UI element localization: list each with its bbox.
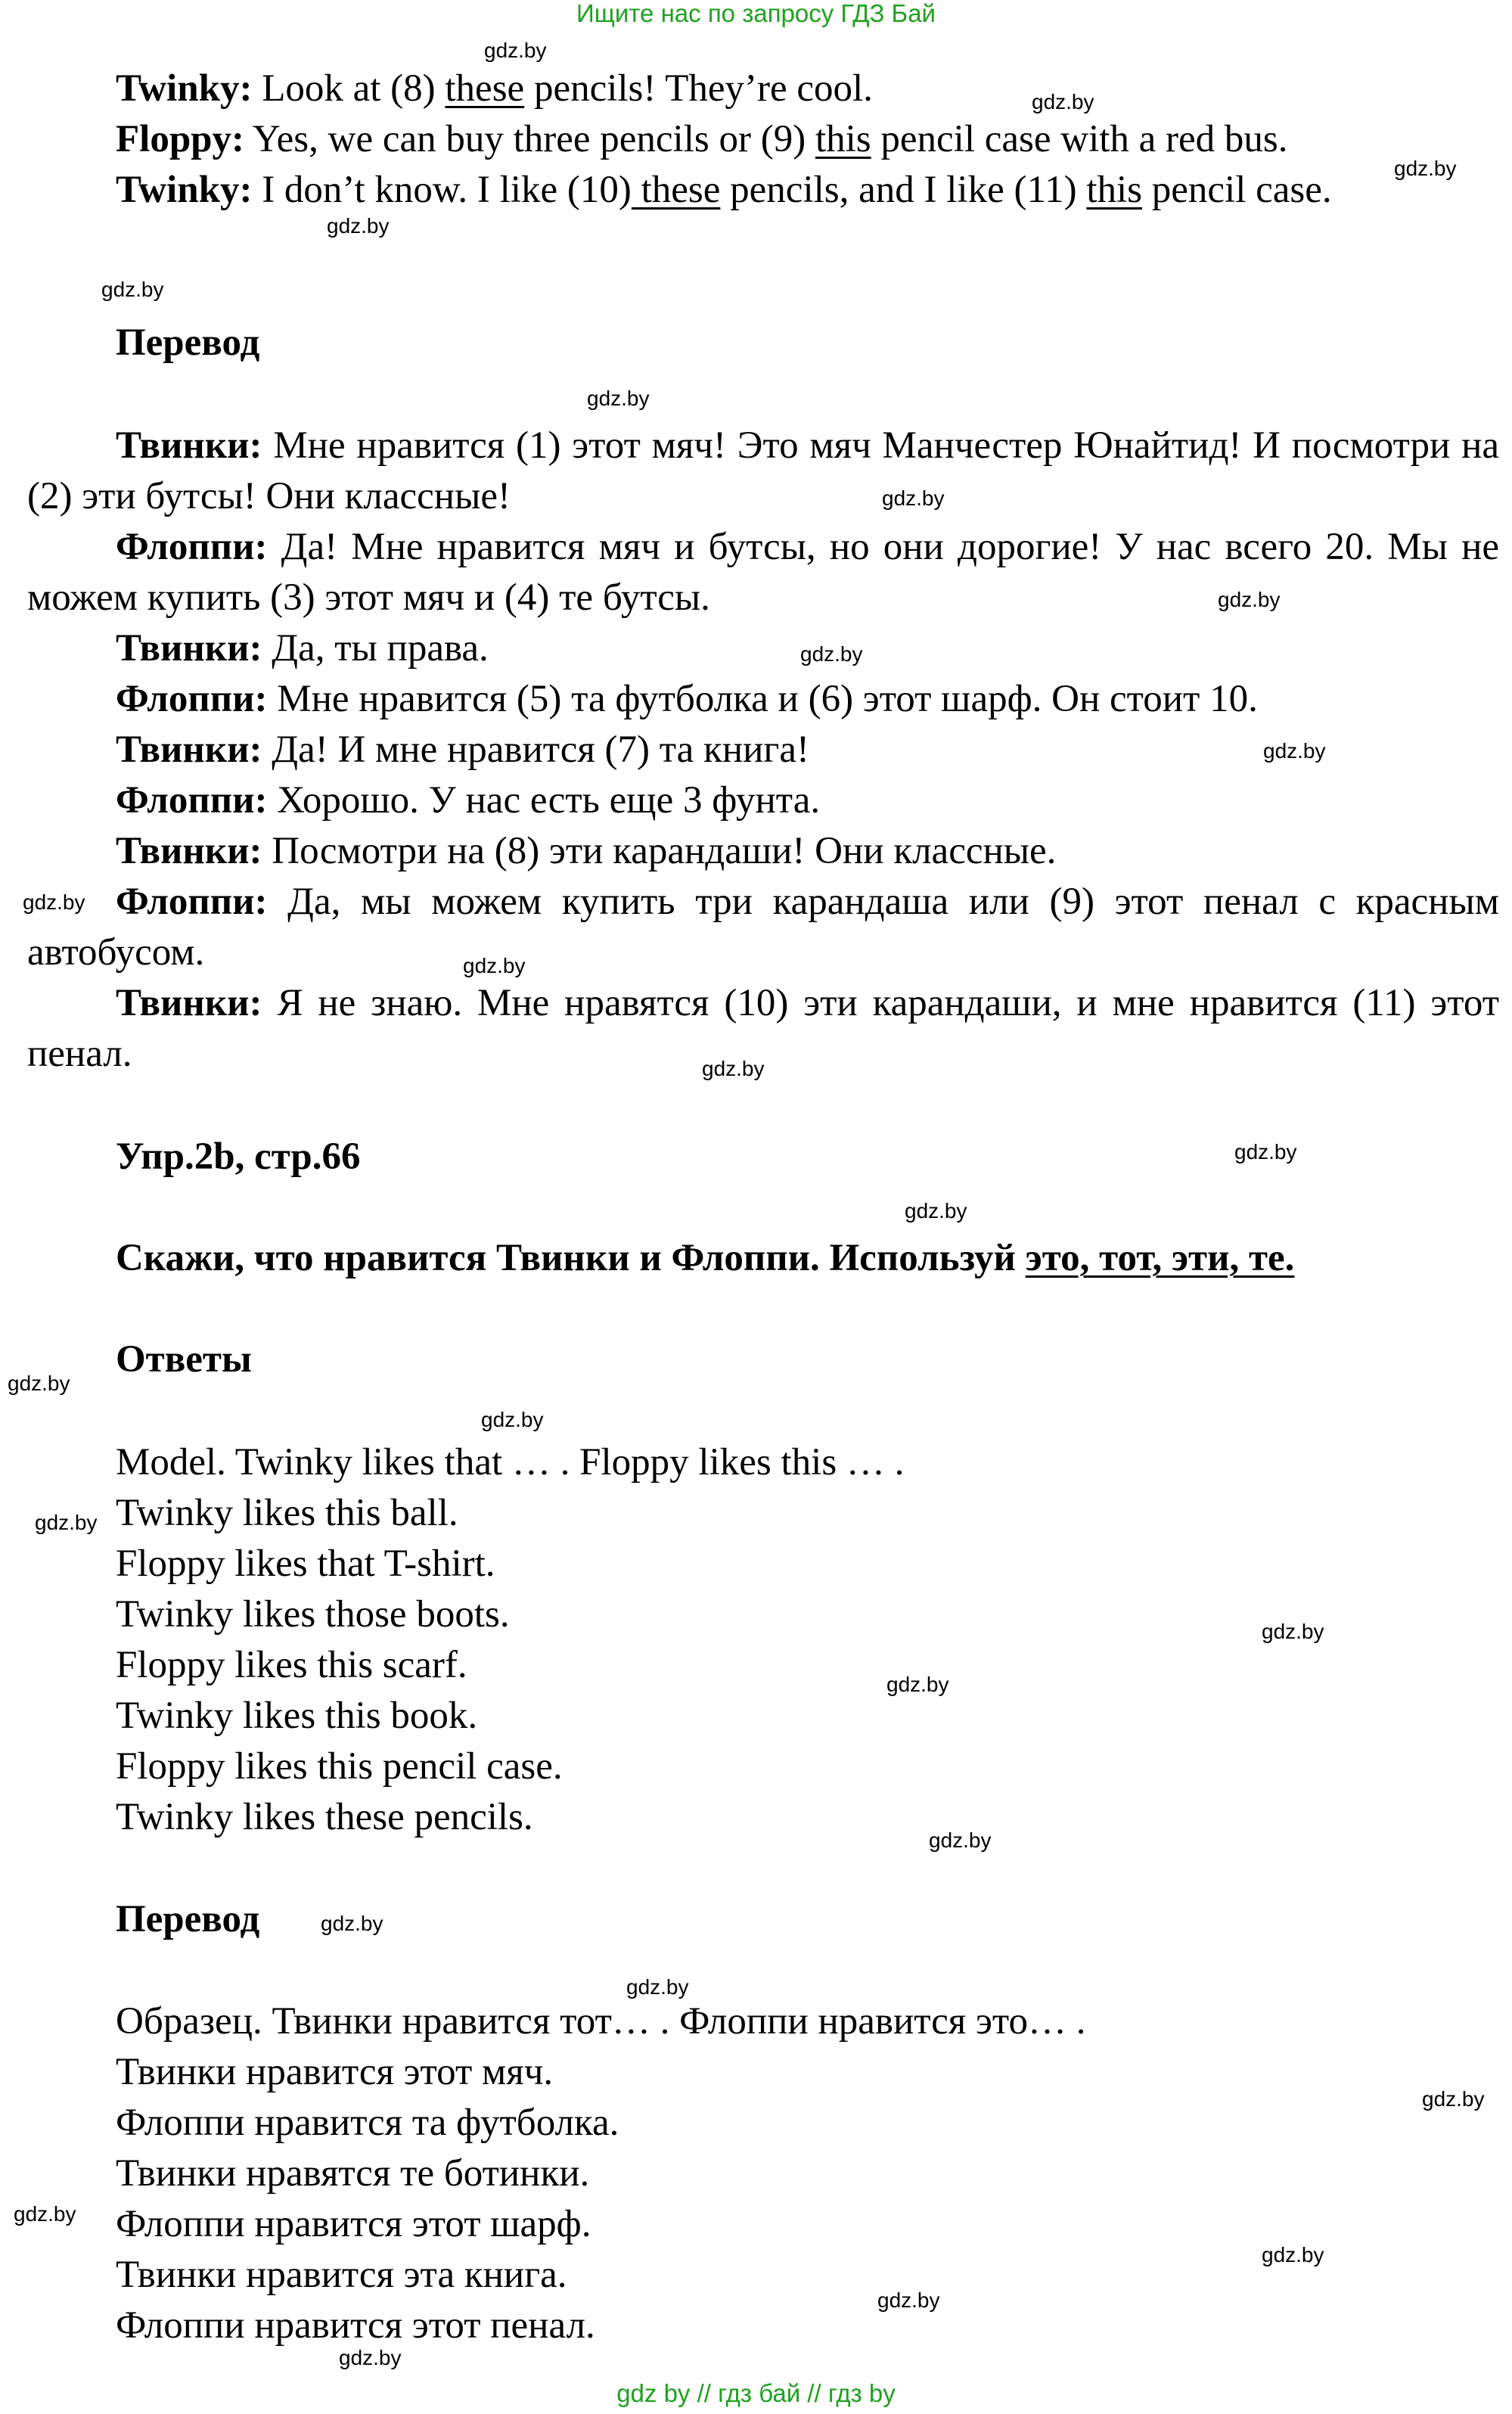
answer-line: Model. Twinky likes that … . Floppy likes this … . xyxy=(116,1441,905,1484)
line-text: I don’t know. I like (10) xyxy=(252,169,632,211)
speaker: Флоппи: xyxy=(116,678,268,720)
line-text: pencil case. xyxy=(1142,169,1332,211)
dialog-ru-line xyxy=(27,674,1499,725)
watermark: gdz.by xyxy=(484,39,547,62)
watermark: gdz.by xyxy=(1032,90,1094,113)
line-text: Посмотри на (8) эти карандаши! Они классные. xyxy=(262,830,1057,872)
answer-line: Floppy likes this pencil case. xyxy=(116,1745,563,1788)
watermark: gdz.by xyxy=(929,1828,992,1852)
watermark: gdz.by xyxy=(14,2202,76,2226)
answers-heading: Ответы xyxy=(116,1338,252,1381)
dialog-ru-line xyxy=(27,421,1499,522)
speaker: Флоппи: xyxy=(116,779,268,822)
watermark: gdz.by xyxy=(1218,588,1281,611)
speaker: Флоппи: xyxy=(116,881,268,923)
watermark: gdz.by xyxy=(882,486,945,510)
answer-ru-line: Образец. Твинки нравится тот… . Флоппи нравится это… . xyxy=(116,2000,1086,2043)
line-text: pencils, and I like (11) xyxy=(720,169,1087,211)
watermark: gdz.by xyxy=(702,1057,765,1080)
line-text: pencils! They’re cool. xyxy=(524,67,873,110)
answer-line: Twinky likes those boots. xyxy=(116,1593,510,1636)
dialog-ru-line xyxy=(27,877,1499,978)
exercise-title: Упр.2b, стр.66 xyxy=(116,1136,361,1178)
translation-heading: Перевод xyxy=(116,322,260,364)
top-banner-link[interactable]: Ищите нас по запросу ГДЗ Бай xyxy=(576,0,936,27)
underlined-word: these xyxy=(445,67,525,110)
line-text: Я не знаю. Мне нравятся (10) эти карандаши, и мне нравится (11) этот пенал. xyxy=(27,982,1499,1075)
watermark: gdz.by xyxy=(463,954,526,977)
answer-ru-line: Флоппи нравится этот шарф. xyxy=(116,2203,591,2245)
dialog-ru-line xyxy=(27,623,1499,674)
watermark: gdz.by xyxy=(35,1511,98,1534)
watermark: gdz.by xyxy=(800,642,863,666)
speaker: Твинки: xyxy=(116,729,262,771)
answer-ru-line: Твинки нравится этот мяч. xyxy=(116,2051,554,2093)
footer-links[interactable]: gdz by // гдз бай // гдз by xyxy=(616,2379,896,2407)
watermark: gdz.by xyxy=(23,890,85,914)
answer-ru-line: Твинки нравятся те ботинки. xyxy=(116,2152,590,2195)
watermark: gdz.by xyxy=(1422,2087,1485,2111)
underlined-word: these xyxy=(631,169,721,211)
answer-line: Twinky likes these pencils. xyxy=(116,1796,533,1838)
answer-line: Twinky likes this ball. xyxy=(116,1492,458,1534)
line-text: Да, ты права. xyxy=(262,627,489,670)
watermark: gdz.by xyxy=(587,387,650,410)
task-text xyxy=(116,1233,1294,1284)
watermark: gdz.by xyxy=(1234,1140,1297,1164)
answer-line: Twinky likes this book. xyxy=(116,1695,478,1737)
speaker: Твинки: xyxy=(116,424,262,467)
speaker: Twinky: xyxy=(116,169,253,211)
dialog-ru-line xyxy=(27,775,1499,826)
watermark: gdz.by xyxy=(626,1975,689,1999)
line-text: Да, мы можем купить три карандаша или (9) этот пенал с красным автобусом. xyxy=(27,881,1499,974)
line-text: Мне нравится (5) та футболка и (6) этот шарф. Он стоит 10. xyxy=(267,678,1258,720)
watermark: gdz.by xyxy=(1263,739,1326,763)
watermark: gdz.by xyxy=(886,1673,949,1696)
watermark: gdz.by xyxy=(481,1408,544,1431)
answer-ru-line: Флоппи нравится та футболка. xyxy=(116,2102,619,2144)
speaker: Твинки: xyxy=(116,982,262,1024)
line-text: pencil case with a red bus. xyxy=(871,118,1288,160)
dialog-en-line xyxy=(27,64,1499,114)
watermark: gdz.by xyxy=(1262,2243,1324,2266)
answer-ru-line: Флоппи нравится этот пенал. xyxy=(116,2304,595,2347)
watermark: gdz.by xyxy=(339,2346,402,2369)
line-text: Да! И мне нравится (7) та книга! xyxy=(262,729,809,771)
watermark: gdz.by xyxy=(877,2288,940,2312)
line-text: Look at (8) xyxy=(252,67,446,110)
watermark: gdz.by xyxy=(1262,1620,1324,1643)
dialog-en-line xyxy=(27,165,1499,216)
dialog-en-line xyxy=(27,114,1499,165)
line-text: Хорошо. У нас есть еще 3 фунта. xyxy=(267,779,821,822)
speaker: Флоппи: xyxy=(116,526,268,568)
watermark: gdz.by xyxy=(327,214,390,238)
line-text: Мне нравится (1) этот мяч! Это мяч Манчестер Юнайтид! И посмотри на (2) эти бутсы! Они классные! xyxy=(27,424,1499,517)
watermark: gdz.by xyxy=(321,1912,383,1935)
answer-line: Floppy likes this scarf. xyxy=(116,1644,467,1686)
watermark: gdz.by xyxy=(905,1199,967,1223)
watermark: gdz.by xyxy=(101,278,164,301)
answer-line: Floppy likes that T-shirt. xyxy=(116,1543,495,1585)
translation-heading: Перевод xyxy=(116,1898,260,1940)
answer-ru-line: Твинки нравится эта книга. xyxy=(116,2254,567,2296)
dialog-ru-line xyxy=(27,826,1499,877)
speaker: Твинки: xyxy=(116,830,262,872)
speaker: Floppy: xyxy=(116,118,245,160)
task-instruction: Скажи, что нравится Твинки и Флоппи. Используй xyxy=(116,1237,1026,1279)
underlined-word: this xyxy=(815,118,871,160)
line-text: Да! Мне нравится мяч и бутсы, но они дорогие! У нас всего 20. Мы не можем купить (3) этот мяч и (4) те бутсы. xyxy=(27,526,1499,619)
watermark: gdz.by xyxy=(1394,157,1457,180)
task-underlined: это, тот, эти, те. xyxy=(1025,1237,1295,1279)
line-text: Yes, we can buy three pencils or (9) xyxy=(244,118,815,160)
speaker: Твинки: xyxy=(116,627,262,670)
speaker: Twinky: xyxy=(116,67,253,110)
watermark: gdz.by xyxy=(8,1372,70,1395)
underlined-word: this xyxy=(1086,169,1142,211)
